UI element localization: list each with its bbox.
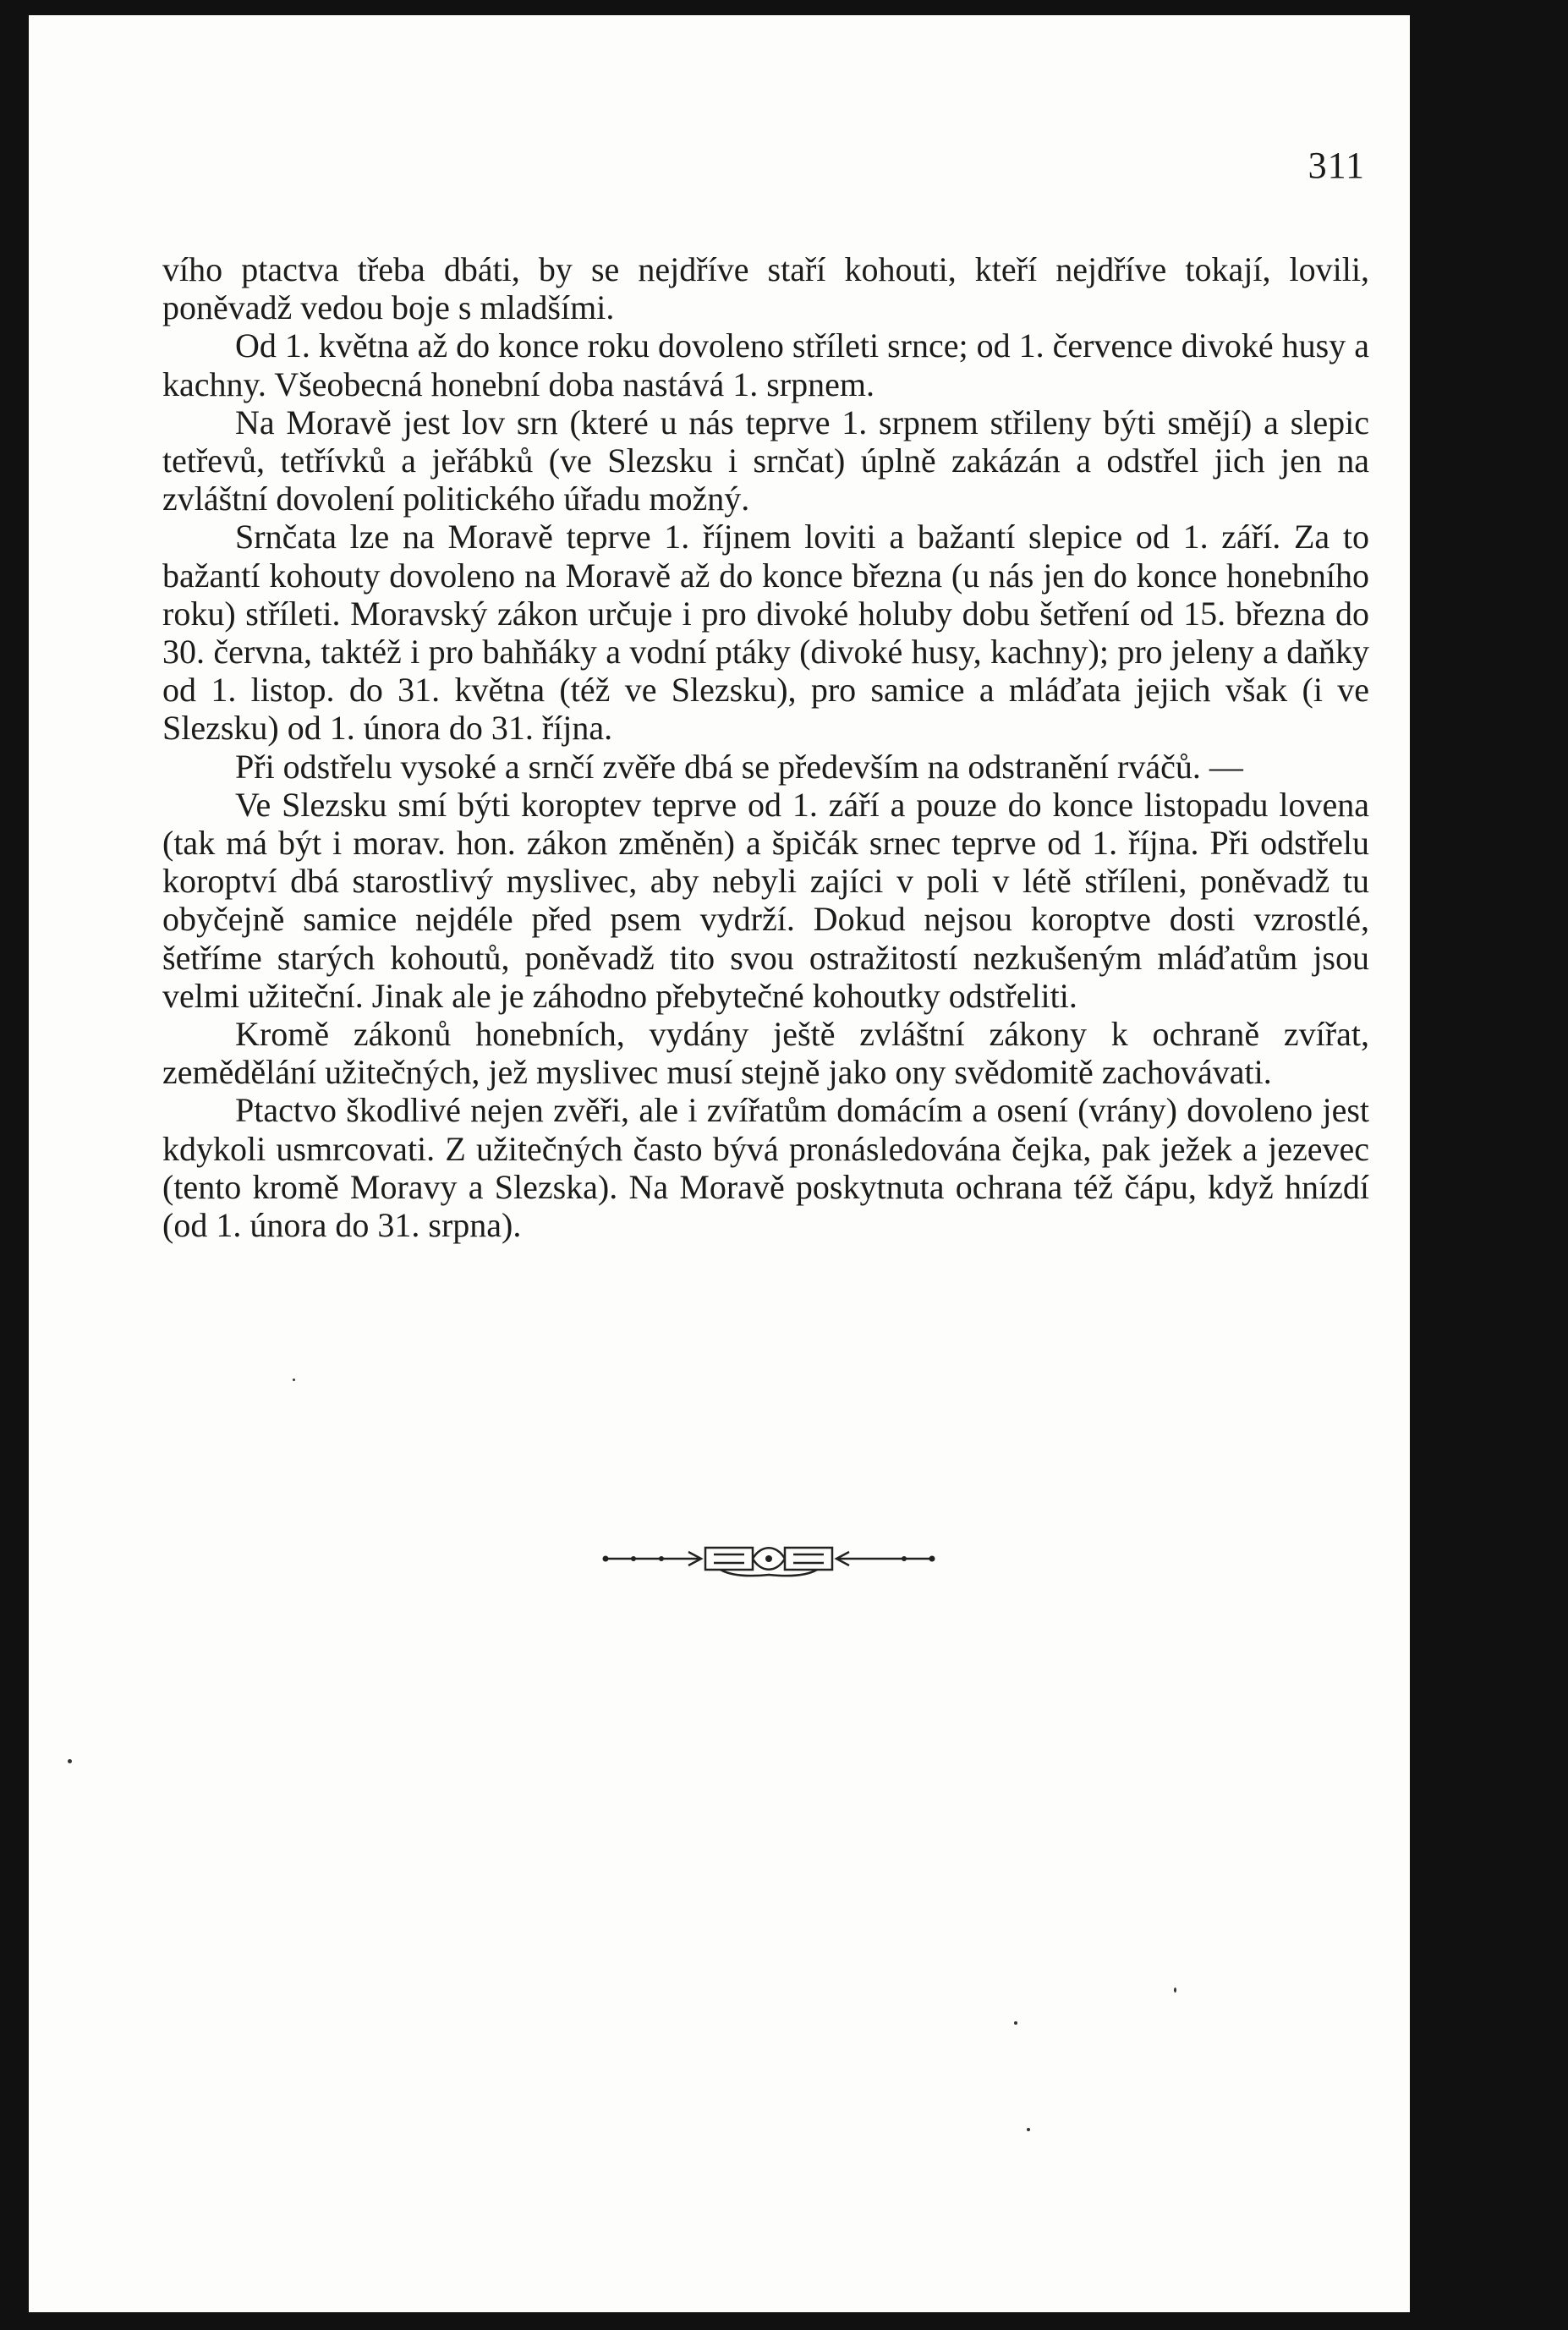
- scan-speck: [1027, 2128, 1030, 2131]
- paragraph-3: Na Moravě jest lov srn (které u nás teprve 1. srpnem střileny býti smějí) a slepic tetřevů, tetřívků a jeřábků (ve Slezsku i srnčat) úplně zakázán a odstřel jich jen na zvláštní dovolení politického úřadu možný.: [162, 403, 1369, 518]
- paragraph-5: Při odstřelu vysoké a srnčí zvěře dbá se především na odstranění rváčů. —: [235, 747, 1243, 786]
- paragraph-8: Ptactvo škodlivé nejen zvěři, ale i zvířatům domácím a osení (vrány) dovoleno jest kdykoli usmrcovati. Z užitečných často bývá pronásledována čejka, pak ježek a jezevec (tento kromě Moravy a Slezska). Na Moravě poskytnuta ochrana též čápu, když hnízdí (od 1. února do 31. srpna).: [162, 1091, 1369, 1245]
- body-text: [162, 250, 1369, 1244]
- scan-speck: [293, 1379, 295, 1381]
- scan-speck: [68, 1759, 72, 1763]
- book-page: [29, 15, 1410, 2312]
- scan-speck: [1174, 1987, 1176, 1993]
- scan-speck: [1014, 2021, 1017, 2025]
- paragraph-7: Kromě zákonů honebních, vydány ještě zvláštní zákony k ochraně zvířat, zemědělání užitečných, jež myslivec musí stejně jako ony svědomitě zachovávati.: [162, 1015, 1369, 1092]
- typographic-vignette-icon: [595, 1538, 942, 1580]
- page-number: 311: [1308, 145, 1365, 186]
- paragraph-2: Od 1. května až do konce roku dovoleno stříleti srnce; od 1. července divoké husy a kachny. Všeobecná honební doba nastává 1. srpnem.: [162, 326, 1369, 403]
- paragraph-6: Ve Slezsku smí býti koroptev teprve od 1. září a pouze do konce listopadu lovena (tak má být i morav. hon. zákon změněn) a špičák srnec teprve od 1. října. Při odstřelu koroptví dbá starostlivý myslivec, aby nebyli zajíci v poli v létě stříleni, poněvadž tu obyčejně samice nejdéle před psem vydrží. Dokud nejsou koroptve dosti vzrostlé, šetříme starých kohoutů, poněvadž tito svou ostražitostí nezkušeným mláďatům jsou velmi užiteční. Jinak ale je záhodno přebytečné kohoutky odstřeliti.: [162, 785, 1369, 1015]
- paragraph-1: vího ptactva třeba dbáti, by se nejdříve staří kohouti, kteří nejdříve tokají, lovili, poněvadž vedou boje s mladšími.: [162, 250, 1369, 327]
- paragraph-4: Srnčata lze na Moravě teprve 1. říjnem loviti a bažantí slepice od 1. září. Za to bažantí kohouty dovoleno na Moravě až do konce března (u nás jen do konce honebního roku) stříleti. Moravský zákon určuje i pro divoké holuby dobu šetření od 15. března do 30. června, taktéž i pro bahňáky a vodní ptáky (divoké husy, kachny); pro jeleny a daňky od 1. listop. do 31. května (též ve Slezsku), pro samice a mláďata jejich však (i ve Slezsku) od 1. února do 31. října.: [162, 518, 1369, 748]
